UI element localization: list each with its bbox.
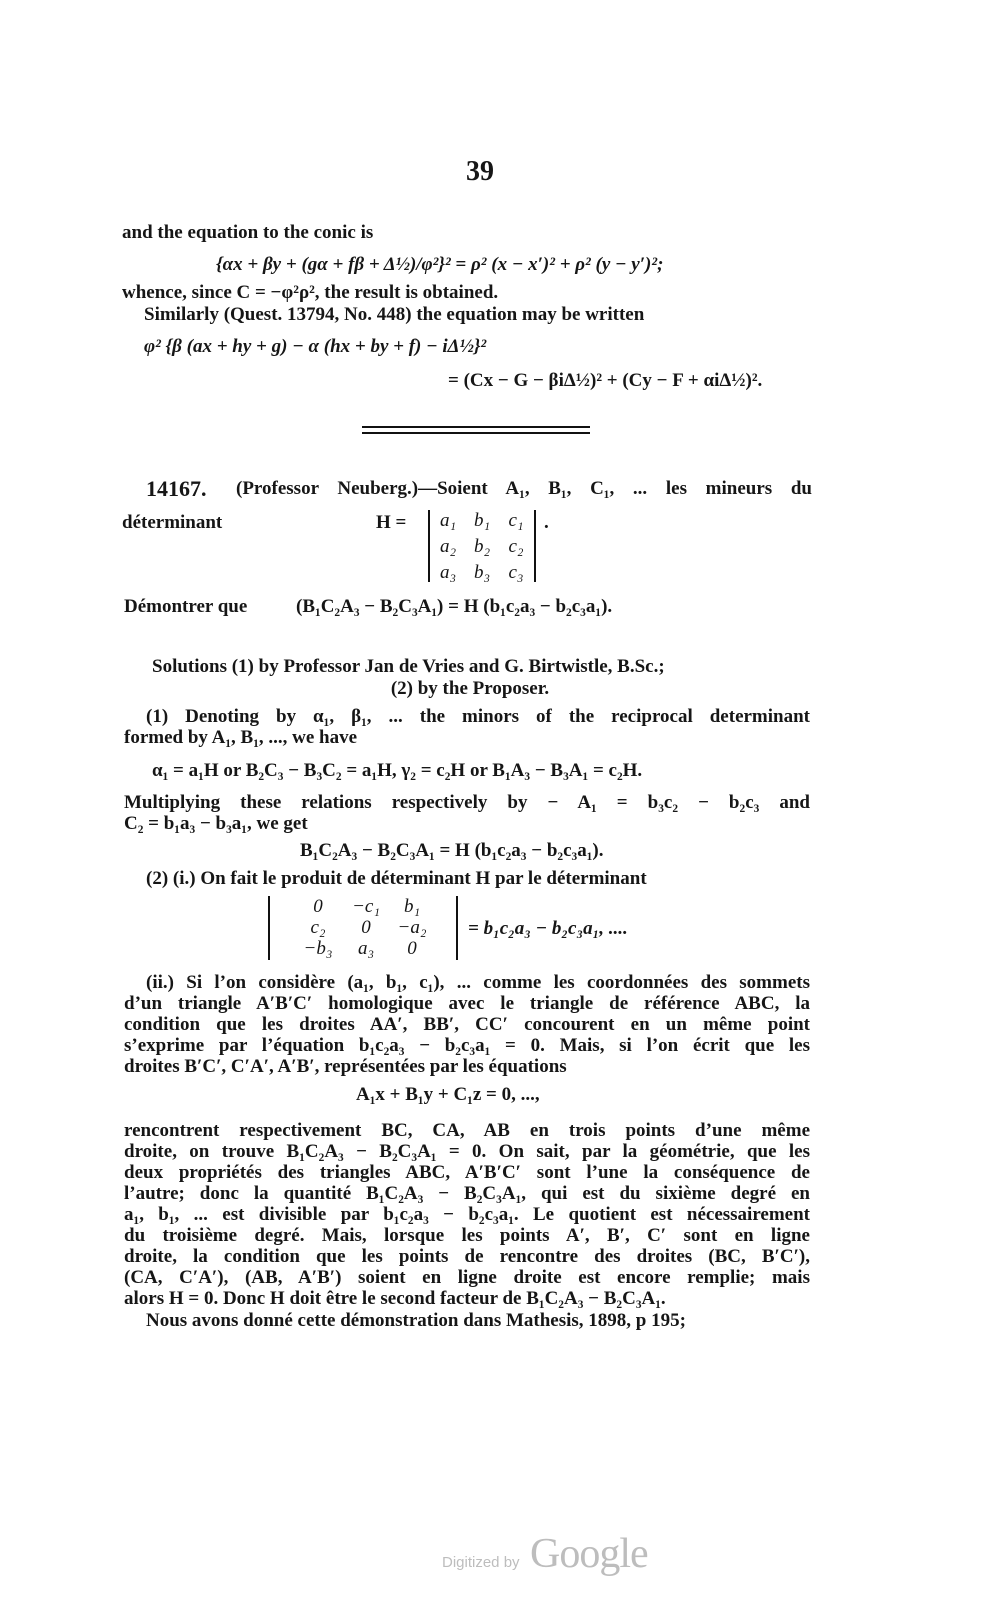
equation: α₁ = a₁H or B₂C₃ − B₃C₂ = a₁H, γ₂ = c₂H or B₁A₃ − B₃A₁ = c₂H. <box>152 760 643 781</box>
solution-credit: Solutions (1) by Professor Jan de Vries and G. Birtwistle, B.Sc.; <box>152 656 665 677</box>
text-line: droite, on trouve B₁C₂A₃ − B₂C₃A₁ = 0. On sait, par la géométrie, que les <box>124 1141 810 1162</box>
matrix-cell: c₂ <box>310 917 326 938</box>
matrix-cell: b₁ <box>403 896 421 917</box>
text-line: d’un triangle A′B′C′ homologique avec le triangle de référence ABC, la <box>124 993 810 1014</box>
text-line: Nous avons donné cette démonstration dans Mathesis, 1898, p 195; <box>146 1310 686 1331</box>
equation: φ² {β (ax + hy + g) − α (hx + by + f) − iΔ½}² <box>144 336 487 357</box>
matrix-cell: −a₂ <box>397 917 427 938</box>
text-line: condition que les droites AA′, BB′, CC′ concourent en un même point <box>124 1014 810 1035</box>
text-line: (ii.) Si l’on considère (a₁, b₁, c₁), ... comme les coordonnées des sommets <box>146 972 810 993</box>
equation: (B₁C₂A₃ − B₂C₃A₁) = H (b₁c₂a₃ − b₂c₃a₁). <box>296 596 613 617</box>
equation: {αx + βy + (gα + fβ + Δ½)/φ²}² = ρ² (x − x′)² + ρ² (y − y′)²; <box>216 254 664 275</box>
determinant-bar <box>456 896 458 960</box>
text-line: alors H = 0. Donc H doit être le second facteur de B₁C₂A₃ − B₂C₃A₁. <box>124 1288 666 1309</box>
text-line: droites B′C′, C′A′, A′B′, représentées par les équations <box>124 1056 567 1077</box>
punctuation: . <box>544 512 549 533</box>
equation: = (Cx − G − βiΔ½)² + (Cy − F + αiΔ½)². <box>448 370 763 391</box>
equation: = b₁c₂a₃ − b₂c₃a₁, .... <box>468 918 628 939</box>
section-rule <box>362 432 590 434</box>
solution-credit: (2) by the Proposer. <box>390 678 550 699</box>
matrix-cell: −b₃ <box>303 938 333 959</box>
matrix-cell: a₁ <box>439 510 457 531</box>
text-line: a₁, b₁, ... est divisible par b₁c₂a₃ − b₂c₃a₁. Le quotient est nécessairement <box>124 1204 810 1225</box>
question-number: 14167. <box>146 476 207 501</box>
text-line: deux propriétés des triangles ABC, A′B′C′ sont l’une la conséquence de <box>124 1162 810 1183</box>
equation: B₁C₂A₃ − B₂C₃A₁ = H (b₁c₂a₃ − b₂c₃a₁). <box>300 840 604 861</box>
matrix-label: H = <box>376 512 407 533</box>
text-line: Démontrer que <box>124 596 248 617</box>
text-line: formed by A₁, B₁, ..., we have <box>124 727 358 748</box>
text-line: du troisième degré. Mais, lorsque les points A′, B′, C′ sont en ligne <box>124 1225 810 1246</box>
determinant-h <box>428 508 548 584</box>
digitized-watermark <box>430 1526 670 1580</box>
matrix-cell: b₃ <box>473 562 491 583</box>
determinant-bar <box>268 896 270 960</box>
text-line: (CA, C′A′), (AB, A′B′) soient en ligne droite est encore remplie; mais <box>124 1267 810 1288</box>
text-line: Similarly (Quest. 13794, No. 448) the equation may be written <box>144 304 645 325</box>
matrix-cell: −c₁ <box>352 896 380 917</box>
text-line: droite, la condition que les points de rencontre des droites (BC, B′C′), <box>124 1246 810 1267</box>
matrix-cell: a₃ <box>357 938 375 959</box>
text-line: (2) (i.) On fait le produit de déterminant H par le déterminant <box>146 868 647 889</box>
text-line: l’autre; donc la quantité B₁C₂A₃ − B₂C₃A₁, qui est du sixième degré en <box>124 1183 810 1204</box>
text-line: (Professor Neuberg.)—Soient A₁, B₁, C₁, ... les mineurs du <box>236 478 812 499</box>
text-line: s’exprime par l’équation b₁c₂a₃ − b₂c₃a₁ = 0. Mais, si l’on écrit que les <box>124 1035 810 1056</box>
matrix-cell: c₂ <box>508 536 524 557</box>
matrix-cell: a₂ <box>439 536 457 557</box>
matrix-cell: b₂ <box>473 536 491 557</box>
matrix-cell: a₃ <box>439 562 457 583</box>
text-line: C₂ = b₁a₃ − b₃a₁, we get <box>124 813 308 834</box>
matrix-cell: c₃ <box>508 562 524 583</box>
text-line: Multiplying these relations respectively by − A₁ = b₃c₂ − b₂c₃ and <box>124 792 810 813</box>
matrix-cell: 0 <box>407 938 417 959</box>
section-rule <box>362 426 590 428</box>
text-line: rencontrent respectivement BC, CA, AB en trois points d’une même <box>124 1120 810 1141</box>
determinant-2 <box>268 896 464 962</box>
equation: A₁x + B₁y + C₁z = 0, ..., <box>356 1084 540 1105</box>
watermark-prefix: Digitized by <box>442 1554 520 1571</box>
google-logo: Google <box>530 1531 648 1577</box>
determinant-bar <box>534 510 536 582</box>
matrix-cell: 0 <box>313 896 323 917</box>
text-line: whence, since C = −φ²ρ², the result is obtained. <box>122 282 499 303</box>
text-line: déterminant <box>122 512 223 533</box>
page-number: 39 <box>466 156 494 187</box>
matrix-cell: b₁ <box>473 510 491 531</box>
text-line: (1) Denoting by α₁, β₁, ... the minors of the reciprocal determinant <box>146 706 810 727</box>
matrix-cell: c₁ <box>508 510 524 531</box>
matrix-cell: 0 <box>361 917 371 938</box>
text-line: and the equation to the conic is <box>122 222 374 243</box>
